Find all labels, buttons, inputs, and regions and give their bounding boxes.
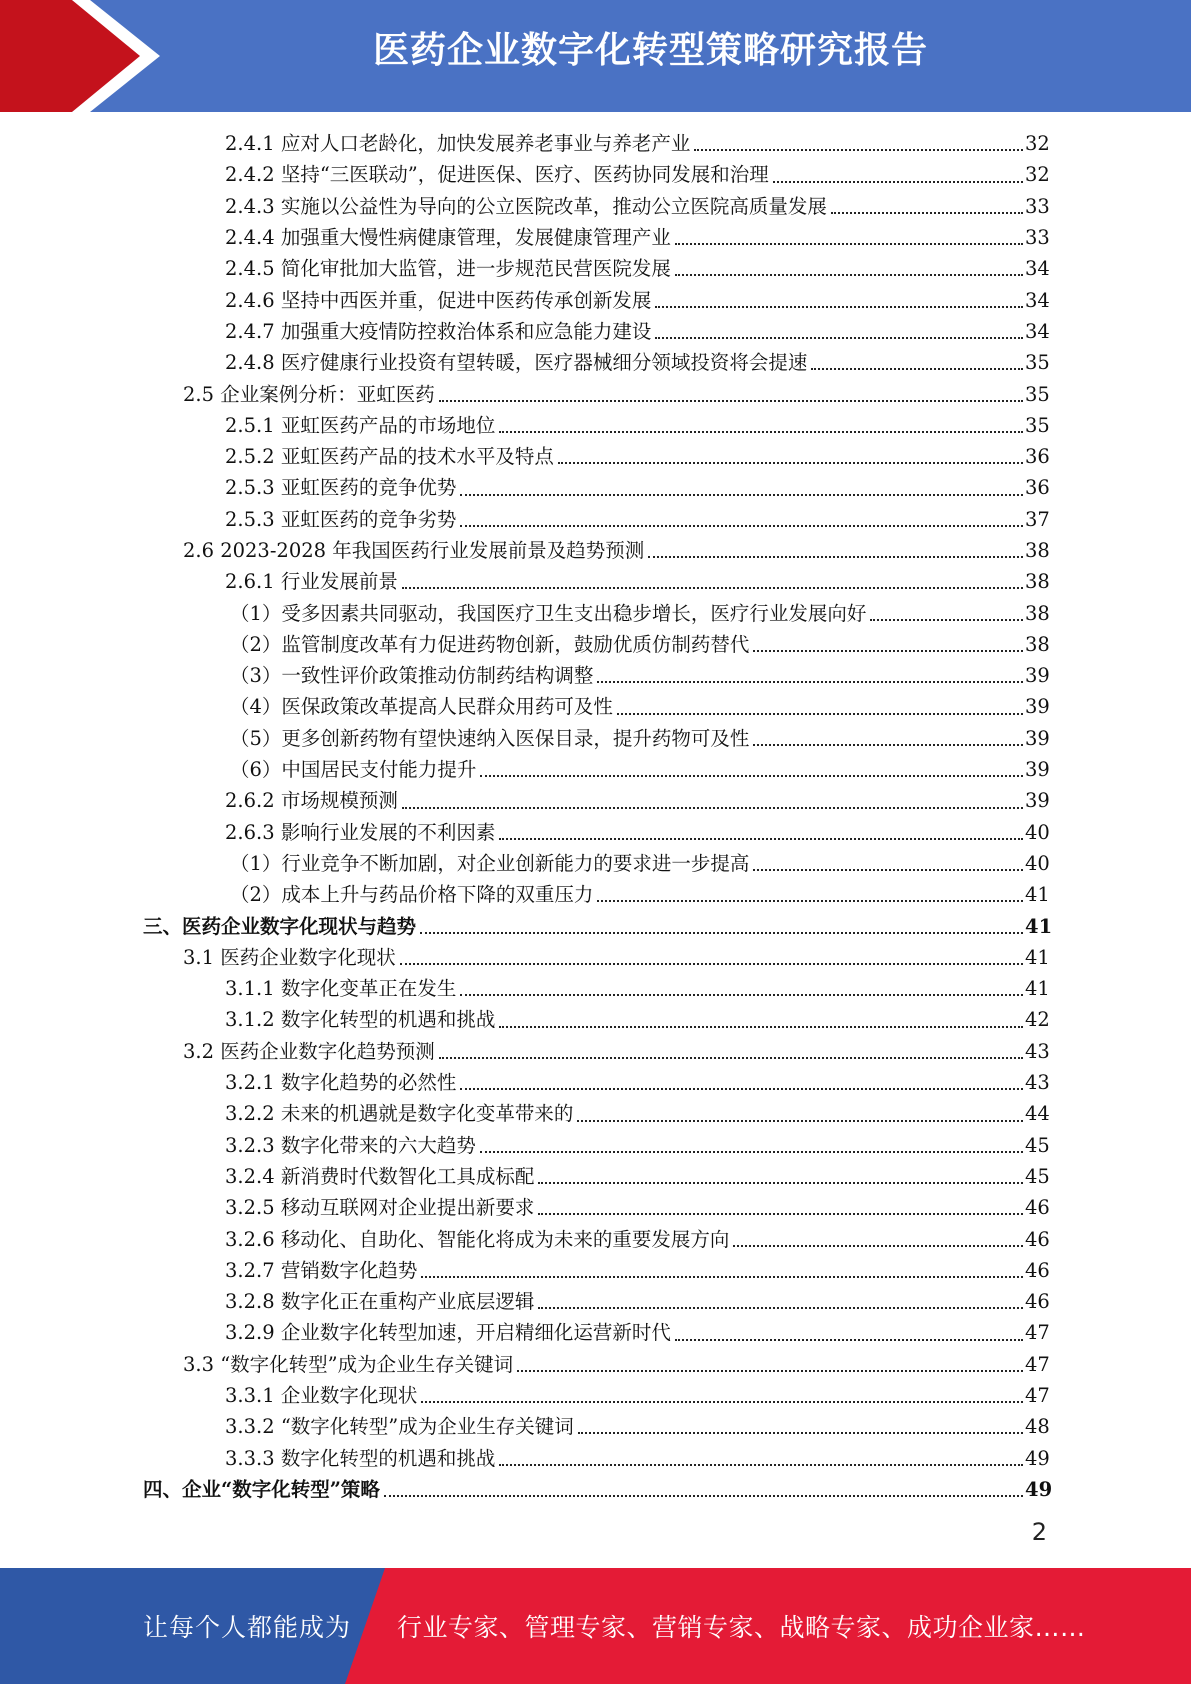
toc-entry-label: 2.4.4 加强重大慢性病健康管理，发展健康管理产业 bbox=[225, 226, 671, 250]
toc-entry[interactable] bbox=[0, 1130, 1191, 1161]
toc-entry-label: 2.4.8 医疗健康行业投资有望转暖，医疗器械细分领域投资将会提速 bbox=[225, 351, 808, 375]
toc-entry[interactable] bbox=[0, 504, 1191, 535]
toc-entry-label: （2）监管制度改革有力促进药物创新，鼓励优质仿制药替代 bbox=[230, 632, 750, 656]
toc-entry-page: 40 bbox=[1025, 851, 1050, 875]
page-number: 2 bbox=[1031, 1518, 1047, 1546]
toc-dot-leader bbox=[753, 869, 1023, 871]
toc-entry[interactable] bbox=[0, 1098, 1191, 1129]
toc-entry-label: 3.1.2 数字化转型的机遇和挑战 bbox=[225, 1008, 496, 1032]
toc-entry-page: 33 bbox=[1025, 194, 1050, 218]
toc-entry[interactable] bbox=[0, 629, 1191, 660]
toc-dot-leader bbox=[733, 1245, 1023, 1247]
toc-entry[interactable] bbox=[0, 848, 1191, 879]
toc-entry[interactable] bbox=[0, 441, 1191, 472]
toc-entry-label: 3.2.7 营销数字化趋势 bbox=[225, 1258, 418, 1282]
toc-dot-leader bbox=[402, 587, 1023, 589]
toc-dot-leader bbox=[694, 149, 1023, 151]
toc-entry-page: 35 bbox=[1025, 382, 1050, 406]
toc-entry[interactable] bbox=[0, 879, 1191, 910]
toc-entry-page: 35 bbox=[1025, 413, 1050, 437]
toc-entry[interactable] bbox=[0, 1223, 1191, 1254]
toc-entry[interactable] bbox=[0, 942, 1191, 973]
toc-entry[interactable] bbox=[0, 660, 1191, 691]
document-title: 医药企业数字化转型策略研究报告 bbox=[372, 30, 928, 71]
toc-entry-page: 47 bbox=[1025, 1352, 1050, 1376]
toc-entry[interactable] bbox=[0, 1442, 1191, 1473]
toc-entry-label: （1）行业竞争不断加剧，对企业创新能力的要求进一步提高 bbox=[230, 851, 750, 875]
toc-dot-leader bbox=[499, 1464, 1023, 1466]
toc-dot-leader bbox=[439, 1057, 1023, 1059]
toc-dot-leader bbox=[831, 212, 1023, 214]
toc-dot-leader bbox=[538, 1182, 1023, 1184]
toc-entry-page: 38 bbox=[1025, 570, 1050, 594]
toc-entry[interactable] bbox=[0, 472, 1191, 503]
toc-entry-page: 46 bbox=[1025, 1196, 1050, 1220]
toc-entry-label: 3.1 医药企业数字化现状 bbox=[183, 945, 396, 969]
page-footer bbox=[0, 1568, 1191, 1684]
toc-entry-label: 2.6 2023-2028 年我国医药行业发展前景及趋势预测 bbox=[183, 539, 645, 562]
toc-entry-label: 2.4.5 简化审批加大监管，进一步规范民营医院发展 bbox=[225, 257, 671, 281]
toc-entry-label: （5）更多创新药物有望快速纳入医保目录，提升药物可及性 bbox=[230, 726, 750, 750]
toc-dot-leader bbox=[773, 181, 1023, 183]
toc-entry-label: 3.3.3 数字化转型的机遇和挑战 bbox=[225, 1446, 496, 1470]
toc-entry[interactable] bbox=[0, 222, 1191, 253]
toc-entry-label: 2.5.2 亚虹医药产品的技术水平及特点 bbox=[225, 445, 554, 469]
toc-entry-page: 49 bbox=[1025, 1446, 1050, 1470]
toc-entry-page: 39 bbox=[1025, 789, 1050, 813]
toc-entry-label: 3.2 医药企业数字化趋势预测 bbox=[183, 1039, 435, 1063]
toc-entry-page: 34 bbox=[1025, 257, 1050, 281]
toc-entry-label: （2）成本上升与药品价格下降的双重压力 bbox=[230, 883, 594, 907]
toc-entry-page: 43 bbox=[1025, 1039, 1050, 1063]
toc-entry-page: 41 bbox=[1025, 914, 1053, 938]
toc-entry-label: 3.2.9 企业数字化转型加速，开启精细化运营新时代 bbox=[225, 1321, 671, 1345]
toc-entry[interactable] bbox=[0, 191, 1191, 222]
toc-entry-page: 47 bbox=[1025, 1384, 1050, 1408]
toc-entry-label: （3）一致性评价政策推动仿制药结构调整 bbox=[230, 664, 594, 688]
toc-entry-page: 36 bbox=[1025, 476, 1050, 500]
toc-dot-leader bbox=[460, 494, 1023, 496]
table-of-contents bbox=[0, 128, 1191, 1505]
toc-entry[interactable] bbox=[0, 973, 1191, 1004]
toc-entry-label: （1）受多因素共同驱动，我国医疗卫生支出稳步增长，医疗行业发展向好 bbox=[230, 601, 867, 625]
toc-entry[interactable] bbox=[0, 128, 1191, 159]
toc-entry-page: 39 bbox=[1025, 664, 1050, 688]
toc-entry[interactable] bbox=[0, 785, 1191, 816]
toc-dot-leader bbox=[499, 838, 1023, 840]
toc-entry[interactable] bbox=[0, 410, 1191, 441]
toc-dot-leader bbox=[617, 713, 1023, 715]
toc-entry-label: 三、医药企业数字化现状与趋势 bbox=[143, 914, 417, 938]
toc-dot-leader bbox=[517, 1370, 1023, 1372]
toc-entry-label: 3.1.1 数字化变革正在发生 bbox=[225, 977, 457, 1001]
toc-entry[interactable] bbox=[0, 1474, 1191, 1505]
toc-entry-page: 45 bbox=[1025, 1133, 1050, 1157]
toc-entry[interactable] bbox=[0, 347, 1191, 378]
toc-entry-label: 2.4.1 应对人口老龄化，加快发展养老事业与养老产业 bbox=[225, 132, 691, 156]
toc-entry-page: 39 bbox=[1025, 695, 1050, 719]
toc-entry[interactable] bbox=[0, 284, 1191, 315]
toc-entry-label: 3.2.5 移动互联网对企业提出新要求 bbox=[225, 1196, 535, 1220]
toc-dot-leader bbox=[655, 337, 1023, 339]
toc-dot-leader bbox=[538, 1307, 1023, 1309]
toc-entry[interactable] bbox=[0, 253, 1191, 284]
toc-entry-label: （6）中国居民支付能力提升 bbox=[230, 758, 477, 782]
toc-entry[interactable] bbox=[0, 159, 1191, 190]
toc-dot-leader bbox=[439, 400, 1023, 402]
toc-entry-label: 2.6.1 行业发展前景 bbox=[225, 570, 398, 594]
toc-entry-page: 48 bbox=[1025, 1415, 1050, 1439]
toc-dot-leader bbox=[578, 1432, 1023, 1434]
toc-entry[interactable] bbox=[0, 316, 1191, 347]
toc-entry-page: 38 bbox=[1025, 539, 1050, 562]
toc-entry[interactable] bbox=[0, 378, 1191, 409]
toc-dot-leader bbox=[480, 1151, 1023, 1153]
toc-dot-leader bbox=[460, 994, 1023, 996]
toc-entry-page: 46 bbox=[1025, 1258, 1050, 1282]
toc-entry[interactable] bbox=[0, 1192, 1191, 1223]
toc-dot-leader bbox=[421, 1401, 1023, 1403]
toc-entry-label: 3.2.4 新消费时代数智化工具成标配 bbox=[225, 1164, 535, 1188]
toc-entry-label: 3.2.2 未来的机遇就是数字化变革带来的 bbox=[225, 1102, 574, 1126]
toc-dot-leader bbox=[558, 462, 1023, 464]
toc-dot-leader bbox=[753, 744, 1023, 746]
toc-entry-label: （4）医保政策改革提高人民群众用药可及性 bbox=[230, 695, 613, 719]
toc-entry-page: 39 bbox=[1025, 758, 1050, 782]
toc-dot-leader bbox=[400, 963, 1023, 965]
toc-entry-page: 42 bbox=[1025, 1008, 1050, 1032]
toc-entry-label: 2.6.2 市场规模预测 bbox=[225, 789, 398, 813]
toc-entry-label: 2.5.3 亚虹医药的竞争优势 bbox=[225, 476, 457, 500]
toc-entry-page: 32 bbox=[1025, 163, 1050, 187]
toc-entry[interactable] bbox=[0, 566, 1191, 597]
toc-dot-leader bbox=[499, 431, 1023, 433]
toc-entry[interactable] bbox=[0, 1004, 1191, 1035]
toc-entry-page: 41 bbox=[1025, 977, 1050, 1001]
toc-dot-leader bbox=[460, 525, 1023, 527]
toc-entry-label: 3.2.8 数字化正在重构产业底层逻辑 bbox=[225, 1290, 535, 1314]
toc-entry-label: 3.2.6 移动化、自助化、智能化将成为未来的重要发展方向 bbox=[225, 1227, 730, 1251]
toc-entry-page: 46 bbox=[1025, 1290, 1050, 1314]
toc-entry-page: 36 bbox=[1025, 445, 1050, 469]
toc-dot-leader bbox=[655, 306, 1023, 308]
toc-dot-leader bbox=[675, 1339, 1023, 1341]
toc-entry-page: 34 bbox=[1025, 319, 1050, 343]
toc-entry[interactable] bbox=[0, 910, 1191, 941]
toc-entry[interactable] bbox=[0, 1349, 1191, 1380]
toc-entry-page: 38 bbox=[1025, 601, 1050, 625]
toc-entry-label: 2.5 企业案例分析：亚虹医药 bbox=[183, 382, 435, 406]
toc-entry[interactable] bbox=[0, 1286, 1191, 1317]
toc-entry[interactable] bbox=[0, 1317, 1191, 1348]
toc-entry-label: 3.2.1 数字化趋势的必然性 bbox=[225, 1071, 457, 1095]
toc-entry-page: 35 bbox=[1025, 351, 1050, 375]
toc-entry-label: 2.5.3 亚虹医药的竞争劣势 bbox=[225, 507, 457, 531]
toc-dot-leader bbox=[384, 1495, 1023, 1497]
toc-entry-label: 2.4.6 坚持中西医并重，促进中医药传承创新发展 bbox=[225, 288, 652, 312]
toc-entry-label: 3.3.2 “数字化转型”成为企业生存关键词 bbox=[225, 1415, 574, 1439]
toc-entry-label: 2.4.7 加强重大疫情防控救治体系和应急能力建设 bbox=[225, 319, 652, 343]
toc-dot-leader bbox=[675, 274, 1023, 276]
toc-dot-leader bbox=[870, 619, 1023, 621]
toc-entry[interactable] bbox=[0, 1067, 1191, 1098]
toc-entry[interactable] bbox=[0, 535, 1191, 566]
toc-entry-page: 33 bbox=[1025, 226, 1050, 250]
toc-entry[interactable] bbox=[0, 723, 1191, 754]
page-header bbox=[0, 0, 1191, 112]
toc-entry[interactable] bbox=[0, 597, 1191, 628]
toc-entry[interactable] bbox=[0, 754, 1191, 785]
toc-entry-label: 3.2.3 数字化带来的六大趋势 bbox=[225, 1133, 476, 1157]
toc-entry-label: 四、企业“数字化转型”策略 bbox=[143, 1477, 380, 1501]
toc-dot-leader bbox=[421, 1276, 1023, 1278]
toc-entry[interactable] bbox=[0, 691, 1191, 722]
toc-dot-leader bbox=[460, 1088, 1023, 1090]
toc-entry-page: 37 bbox=[1025, 507, 1050, 531]
toc-entry-page: 46 bbox=[1025, 1227, 1050, 1251]
toc-dot-leader bbox=[753, 650, 1023, 652]
toc-entry[interactable] bbox=[0, 1036, 1191, 1067]
toc-entry[interactable] bbox=[0, 1380, 1191, 1411]
toc-dot-leader bbox=[538, 1213, 1023, 1215]
toc-dot-leader bbox=[577, 1120, 1023, 1122]
toc-entry[interactable] bbox=[0, 817, 1191, 848]
toc-entry-label: 2.4.3 实施以公益性为导向的公立医院改革，推动公立医院高质量发展 bbox=[225, 194, 827, 218]
footer-slogan-left: 让每个人都能成为 bbox=[143, 1613, 352, 1642]
toc-entry-page: 41 bbox=[1025, 945, 1050, 969]
toc-entry-page: 47 bbox=[1025, 1321, 1050, 1345]
toc-entry-page: 40 bbox=[1025, 820, 1050, 844]
toc-entry-page: 45 bbox=[1025, 1164, 1050, 1188]
toc-dot-leader bbox=[480, 775, 1023, 777]
toc-entry-page: 49 bbox=[1025, 1477, 1053, 1501]
toc-dot-leader bbox=[675, 243, 1023, 245]
toc-entry-page: 39 bbox=[1025, 726, 1050, 750]
toc-dot-leader bbox=[597, 681, 1023, 683]
toc-dot-leader bbox=[499, 1026, 1023, 1028]
toc-entry-page: 44 bbox=[1025, 1102, 1050, 1126]
toc-entry-label: 2.4.2 坚持“三医联动”，促进医保、医疗、医药协同发展和治理 bbox=[225, 163, 769, 187]
toc-dot-leader bbox=[402, 807, 1023, 809]
toc-entry-page: 32 bbox=[1025, 132, 1050, 156]
toc-dot-leader bbox=[597, 900, 1023, 902]
footer-slogan-right: 行业专家、管理专家、营销专家、战略专家、成功企业家…… bbox=[397, 1613, 1086, 1642]
toc-dot-leader bbox=[811, 368, 1023, 370]
toc-entry[interactable] bbox=[0, 1255, 1191, 1286]
toc-dot-leader bbox=[420, 932, 1023, 934]
toc-entry-page: 41 bbox=[1025, 883, 1050, 907]
toc-entry-page: 38 bbox=[1025, 632, 1050, 656]
toc-entry-label: 3.3.1 企业数字化现状 bbox=[225, 1384, 418, 1408]
toc-entry-label: 2.6.3 影响行业发展的不利因素 bbox=[225, 820, 496, 844]
toc-entry[interactable] bbox=[0, 1161, 1191, 1192]
toc-entry-page: 43 bbox=[1025, 1071, 1050, 1095]
toc-entry-label: 2.5.1 亚虹医药产品的市场地位 bbox=[225, 413, 496, 437]
toc-entry-label: 3.3 “数字化转型”成为企业生存关键词 bbox=[183, 1352, 514, 1376]
toc-dot-leader bbox=[648, 556, 1023, 558]
toc-entry-page: 34 bbox=[1025, 288, 1050, 312]
toc-entry[interactable] bbox=[0, 1411, 1191, 1442]
